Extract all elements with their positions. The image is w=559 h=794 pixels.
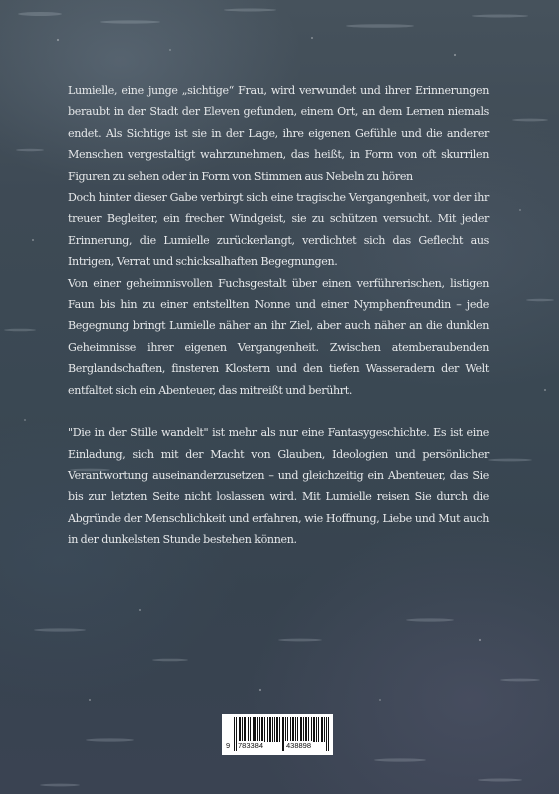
barcode-digits-group-2: 438898: [286, 741, 312, 750]
barcode-bar: [269, 717, 270, 742]
barcode-bar: [279, 717, 280, 742]
barcode-bar: [303, 717, 304, 742]
barcode-bar: [305, 717, 306, 742]
barcode-bar: [277, 717, 278, 742]
barcode-bar: [300, 717, 301, 742]
barcode-bar: [257, 717, 258, 742]
barcode-bar: [285, 717, 286, 742]
barcode-bar: [306, 717, 307, 742]
barcode-digits-group-1: 783384: [238, 741, 264, 750]
barcode-bar: [287, 717, 288, 742]
barcode-bar: [250, 717, 251, 742]
barcode-bar: [264, 717, 265, 742]
barcode-bar: [308, 717, 309, 742]
barcode-bar: [311, 717, 312, 742]
blurb-paragraph-2: Doch hinter dieser Gabe verbirgt sich eine tragische Vergangenheit, vor der ihr treuer Begleiter, ein frecher Windgeist, sie zu schützen versucht. Mit jeder Erinnerung, die Lumielle zurückerlangt, verdichtet sich das Geflecht aus Intrigen, Verrat und schicksalhaften Begegnungen.: [68, 191, 489, 269]
blurb-paragraph-1: Lumielle, eine junge „sichtige“ Frau, wird verwundet und ihrer Erinnerungen beraubt in der Stadt der Eleven gefunden, einem Ort, an dem Lernen niemals endet. Als Sichtige ist sie in der Lage, ihre eigenen Gefühle und die anderer Menschen vergestaltigt wahrzunehmen, das heißt, in Form von oft skurrilen Figuren zu sehen oder in Form von Stimmen aus Nebeln zu hören: [68, 84, 489, 183]
barcode-bar: [321, 717, 322, 742]
barcode-lead-digit: 9: [226, 741, 231, 750]
barcode-bar: [267, 717, 268, 742]
barcode-bar: [261, 717, 262, 742]
barcode-bar: [322, 717, 323, 742]
barcode-bar: [248, 717, 249, 742]
barcode-bar: [272, 717, 273, 742]
barcode-bar: [318, 717, 319, 742]
barcode-bar: [314, 717, 315, 742]
barcode-bar: [324, 717, 325, 742]
barcode-bar: [244, 717, 245, 742]
barcode-bar: [328, 717, 329, 751]
barcode-bar: [245, 717, 246, 742]
barcode-bar: [240, 717, 241, 742]
barcode-bar: [326, 717, 327, 751]
barcode-bar: [274, 717, 275, 742]
barcode-bar: [293, 717, 294, 742]
barcode-bar: [301, 717, 302, 742]
barcode-bar: [242, 717, 243, 742]
isbn-barcode: [222, 714, 333, 755]
barcode-bar: [255, 717, 256, 742]
barcode-bar: [239, 717, 240, 742]
barcode-bar: [290, 717, 291, 742]
barcode-bar: [283, 717, 284, 751]
back-cover-blurb: [68, 80, 489, 551]
barcode-bar: [276, 717, 277, 742]
barcode-bar: [316, 717, 317, 742]
barcode-bar: [254, 717, 255, 742]
barcode-bar: [282, 717, 283, 751]
blurb-paragraph-3: Von einer geheimnisvollen Fuchsgestalt über einen verführerischen, listigen Faun bis hin zu einer entstellten Nonne und einer Nymphenfreundin – jede Begegnung bringt Lumielle näher an ihr Ziel, aber auch näher an die dunklen Geheimnisse ihrer eigenen Vergangenheit. Zwischen atemberaubenden Berglandschaften, finsteren Klostern und den tiefen Wasseradern der Welt entfaltet sich ein Abenteuer, das mitreißt und berührt.: [68, 276, 489, 397]
blurb-paragraph-4: "Die in der Stille wandelt" ist mehr als nur eine Fantasygeschichte. Es ist eine Einladung, sich mit der Macht von Glauben, Ideologien und persönlicher Verantwortung auseinanderzusetzen – und gleichzeitig ein Abenteuer, das Sie bis zur letzten Seite nicht loslassen wird. Mit Lumielle reisen Sie durch die Abgründe der Menschlichkeit und erfahren, wie Hoffnung, Liebe und Mut auch in der dunkelsten Stunde bestehen können.: [68, 426, 489, 547]
barcode-bar: [253, 717, 254, 742]
barcode-bar: [313, 717, 314, 742]
barcode-bar: [297, 717, 298, 742]
barcode-bar: [292, 717, 293, 742]
barcode-bar: [295, 717, 296, 742]
barcode-bar: [270, 717, 271, 742]
barcode-bar: [234, 717, 235, 751]
barcode-bar: [262, 717, 263, 742]
barcode-bar: [259, 717, 260, 742]
